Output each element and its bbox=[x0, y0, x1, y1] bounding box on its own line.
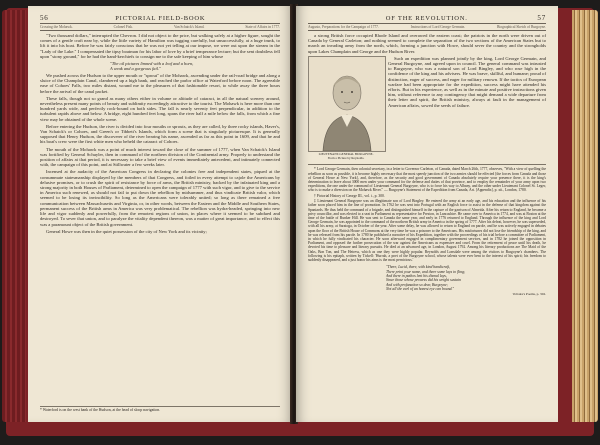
paragraph: Incensed at the audacity of the American Congress in declaring the colonies free and independent states, piqued at the consummate statesmanship displayed by the members of that Congress, and foiled in every attempt to cajole the Americans by delusive promises, or to crush the spirit of resistance by force of arms, the British ministry, backed by the infatuated king and a strong majority in both Houses of Parliament, determined to open the campaign of 1777 with such vigor, and to give to the service in America such renewed, as should not fail to put down the rebellion by midsummer, and thus vindicate British valor, which seemed to be losing its invincibility. So long as the Americans were tolerably united; so long as there remained a free communication between Massachusetts and Virginia, or, in other words, between the Eastern and the Middle and Southern States, permanent success of the British arms in America was very problematical. The rebellion was hydra-headed, springing into new life and vigor suddenly and powerfully, from the remotest regions of union, in places where it seemed to be subdued and destroyed. To sever that union, and to paralyze the vitality dependent thereon, was a matter of great importance, and to effect this was a paramount object of the British government. bbox=[40, 169, 280, 227]
portrait-figure bbox=[308, 56, 384, 161]
paragraph: "Two thousand dollars," interrupted the Chevron. I did not object to the price, but walking safely at a higher figure, sought the comes of a gentle craft near by, while the little variety of Hamilton was tugging carefully, but unsuccessfully, at a huge trunk, to lift it into his boat. Before he was fairly conscious that he was not yet telling at our impose, we were out upon the stream in the "Lady of the Lake." I compensated the tipsy boatman for his labor of love by a brief temperance lecture; but the sent doubtless fell upon "stony ground," for he had the hand-kerchiefs to consign me to the safe keeping of him whose bbox=[40, 33, 280, 59]
left-subheader-item: State of Affairs in 1777. bbox=[245, 25, 280, 29]
left-page-edges bbox=[2, 10, 26, 422]
verse-quote bbox=[110, 61, 280, 71]
burgoyne-portrait-image bbox=[308, 56, 386, 152]
left-subheader bbox=[40, 24, 280, 31]
epitaph-poem bbox=[386, 265, 546, 296]
poem-line: "There, Lucid, there, with kind handicraft, bbox=[386, 265, 451, 270]
left-page-header bbox=[40, 14, 280, 24]
right-page-number: 57 bbox=[537, 14, 546, 22]
right-subheader-item: Biographical Sketch of Burgoyne. bbox=[496, 25, 546, 29]
right-page-header bbox=[308, 14, 546, 24]
footnote: ‡ Lieutenant General Burgoyne was an illegitimate son of Lord Bingley. He entered the army at an early age, and his education and the influence of his father soon placed him in the line of promotion. In 1762 he was sent into Portugal with an English force to assist in the defense of that kingdom against the Spaniards. He thus held the command of a brigade, and distinguished himself in the capture of the garrison of Almeida. After his return to England, he became a privy councillor, and was elected to a seat in Parliament as representative for Preston, in Lancashire. He came over to America in 1774, and was at Boston at the time of the battle of Bunker Hill. He was sent to Canada the same year, and early in 1776 returned to England. Through the influence of the king and Lord George Germain, he was appointed to the command of the northern British army in America in the spring of 1777. After his defeat, however, he was superseded, with all his army, at Saratoga, in October of the year. After some delay, he was allowed to return to England on parole, and he was actively engaged in debates upon the floor of the British House of Commons at the very time he was a prisoner to the Americans. His misfortunes did not lose the friendship of the king, and he was released from his parole. In 1780 he published a narrative of his Expedition, together with the proceedings of his trial before a committee of Parliament, in which he fully vindicated his character. He soon afterward engaged in complimentary government services, and in 1782 he joined the opposition in Parliament, and opposed the further prosecution of the war against the Americans as expensive and cruel. From the retirement of peace until his death, he devoted his time to pleasure and literary pursuits. He died at an advanced age, in London, August 1792. Among his literary productions are The Maid of the Oaks, Bon Ton, and The Heiress, which as one they were highly popular. Reynolds and Lonsdale were among the visitors to Burgoyne's chambers. The following is his epitaph, written by Tickell: 'Hurrah, a poet of the Burgoyne school, whose talents were ever bent to the interest of his spirit; his freedom to suddenly disappeared, and a just honor his aims is the most pernicious.' bbox=[308, 199, 546, 263]
footnote-separator bbox=[308, 164, 546, 165]
left-subheader-item: Colonel Fisk. bbox=[113, 25, 133, 29]
paragraph: Before entering the Hudson, the river is divided into four mouths or sprouts, as they are called, by three rocky islands, Haver's, Van Schaick's or Cohoes, and Green's or Tibbett's Islands, which form a scene that is singularly picturesque. It is generally supposed that Henry Hudson, the discoverer of the river bearing his name, ascended as far as this point in 1609, and that he and his boat's crew were the first white men who beheld the cataract of Cohoes. bbox=[40, 123, 280, 145]
right-subheader-item: Instructions of Lord George Germain. bbox=[410, 25, 466, 29]
verse-line: "The oil pictures limned with a leaf and a horn, bbox=[110, 61, 194, 67]
paragraph: We pushed across the Hudson to the upper mouth or "sprout" of the Mohawk, ascending under the rail-road bridge and along a sluice of the Champlain Canal, clambered up a high bank, and reached the parlor office at Waterford before noon. The agreeable ease of Cohoes' Falls, two miles distant, wound me to the pleasures of that fashionable resort, to while away the three hours before the arrival of the canal packet. bbox=[40, 73, 280, 94]
left-running-title: PICTORIAL FIELD-BOOK bbox=[115, 15, 206, 22]
paragraph: Such an expedition was planned jointly by the king, Lord George Germain, and General Burgoyne, and agreed upon in council. The general command was intrusted to Burgoyne, who was a natural son of Lord Bingley, and who rose high in the confidence of the king and his advisers. He was brave, skillful, and humane; proud of distinction, eager of success, and eager for military renown. If the tactics of European warfare had been appropriate for the expedition, success might have attended his efforts. But in his experience, as well as in the minute and positive instructions given him, without reference to any contingency that might demand a wide departure from their letter and spirit, the British ministry, always at fault in the management of American affairs, sowed the seeds of failure. bbox=[388, 55, 546, 108]
poem-line: And with profanation so dear, Burgoyne; bbox=[386, 282, 448, 287]
poem-attribution: Voltaire's Poems, p. 302. bbox=[512, 291, 546, 296]
left-subheader-item: Van Schaick's Island. bbox=[173, 25, 205, 29]
poem-line: Not all the earl of an honest eye can bound." bbox=[386, 287, 455, 292]
right-running-title: OF THE REVOLUTION. bbox=[385, 15, 468, 22]
paragraph: These falls, though not so grand as many others either in volume or altitude of cataract, in all the natural scenery around, nevertheless present many points of beauty and sublimity exceedingly attractive to the tourist. The Mohawk is here more than one hundred yards wide, and perfectly rock-bound on both sides. The fall is nearly seventy feet perpendicular, in addition to the turbulent rapids above and below. A bridge, eight hundred feet long, spans the river half a mile below the falls, from which a fine view may be obtained of the whole scene. bbox=[40, 95, 280, 122]
left-page bbox=[28, 6, 292, 422]
footnote: * Lord George Germain, then colonial secretary, in a letter to Governor Carleton, of Canada, dated March 26th, 1777, observes, "With a view of quelling the rebellion as soon as possible, it is become highly necessary that the most speedy junction of the two armies should be effected [the forces from Canada and those of General Howe at New York], and, therefore, as the security and good government of Canada absolutely require your presence there, it is the king's determination to leave about 3000 men under your command for the defense and duties of that province, and to employ the remainder of your army upon two expeditions, the one under the command of Lieutenant General Burgoyne, who is to force his way to Albany, and the other under Lieutenant Colonel St. Leger, who is to make a diversion on the Mohawk River." — Burgoyne's Statement of the Expedition from Canada, Art. [Appendix], p. xii., London, 1780. bbox=[308, 167, 546, 193]
poem-line: Since those whose prowess did his weight sustain bbox=[386, 278, 461, 283]
poem-line: And there in pathos lent his dismal lays, bbox=[386, 274, 447, 279]
footnote: † Pictorial History of George III., vol. i., p. 300. bbox=[314, 193, 385, 198]
caption-line: From a Picture by Reynolds. bbox=[327, 155, 365, 160]
portrait-caption bbox=[308, 153, 384, 161]
paragraph: General Howe was then in the quiet possession of the city of New York and its vicinity; bbox=[46, 228, 207, 234]
left-page-number: 56 bbox=[40, 14, 49, 22]
right-subheader-item: Augusto, Preparations for the Campaign of 1777. bbox=[308, 25, 379, 29]
paragraph: a strong British force occupied Rhode Island and overawed the eastern coast; the patriots in the north were driven out of Canada by General Carleton; and nothing seemed to complete the separation of the two sections of the American States but to march an invading army from the north, which, forming a junction with Howe, should sever the country and the strongholds upon Lakes Champlain and George and the Hudson River. bbox=[308, 33, 546, 54]
poem-line: There print your name, and there some lays to fling; bbox=[386, 269, 466, 274]
verse-line: A weak and a gorgeous fail." bbox=[110, 66, 161, 72]
right-page bbox=[296, 6, 558, 422]
right-page-edges bbox=[572, 10, 598, 422]
right-subheader bbox=[308, 24, 546, 31]
paragraph: The mouth of the Mohawk was a point of much interest toward the close of the summer of 1777, when Van Schaick's Island was fortified by General Schuyler, then in command of the northern division of the Continental army. Properly to understand the position of affairs at that period, it is necessary to take a brief view of events immediately antecedent, and intimately connected with, the campaign of this point, and at Stillwater a few weeks later. bbox=[40, 146, 280, 168]
caption-line: LIEUTENANT-GENERAL BURGOYNE. bbox=[318, 151, 374, 156]
left-footnote: * Waterford is on the west bank of the Hudson, at the head of sloop navigation. bbox=[40, 406, 280, 412]
left-subheader-item: Crossing the Mohawk. bbox=[40, 25, 73, 29]
